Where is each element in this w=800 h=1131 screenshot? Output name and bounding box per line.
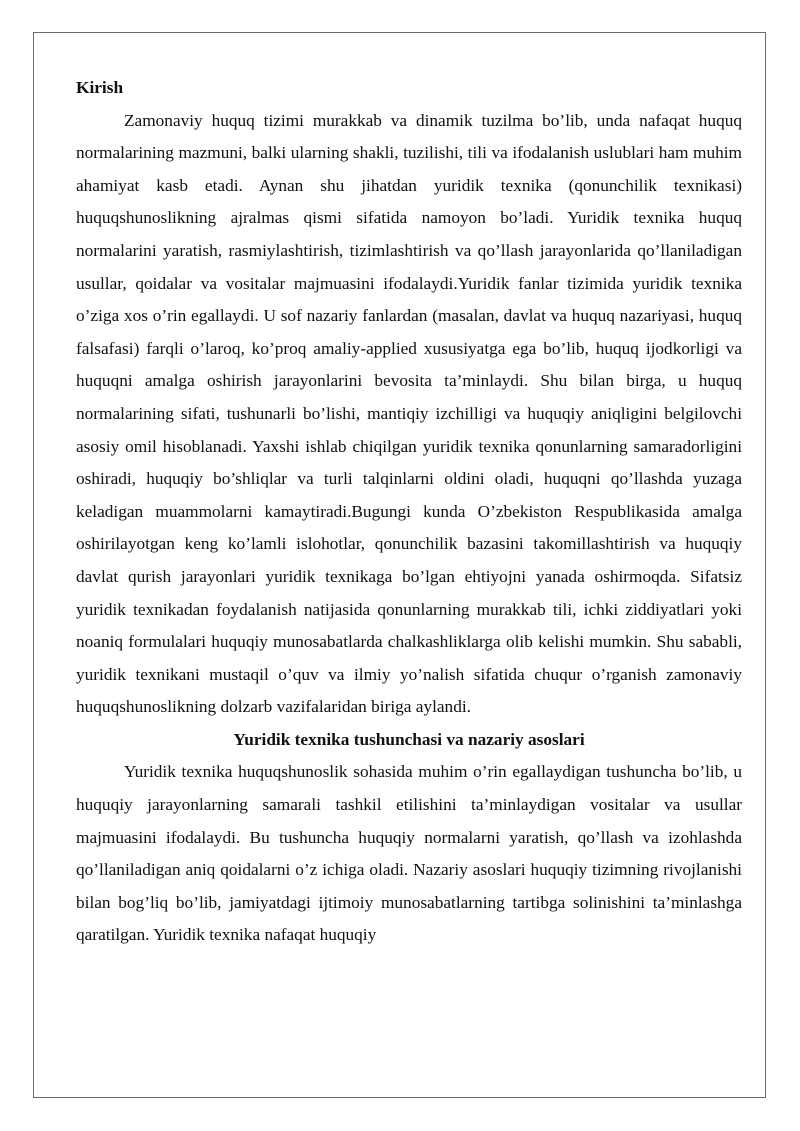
intro-paragraph: Zamonaviy huquq tizimi murakkab va dinamik tuzilma bo’lib, unda nafaqat huquq normalarining mazmuni, balki ularning shakli, tuzilishi, tili va ifodalanish uslublari ham muhim ahamiyat kasb etadi. Aynan shu jihatdan yuridik texnika (qonunchilik texnikasi) huquqshunoslikning ajralmas qismi sifatida namoyon bo’ladi. Yuridik texnika huquq normalarini yaratish, rasmiylashtirish, tizimlashtirish va qo’llash jarayonlarida qo’llaniladigan usullar, qoidalar va vositalar majmuasini ifodalaydi.Yuridik fanlar tizimida yuridik texnika o’ziga xos o’rin egallaydi. U sof nazariy fanlardan (masalan, davlat va huquq nazariyasi, huquq falsafasi) farqli o’laroq, ko’proq amaliy-applied xususiyatga ega bo’lib, huquq ijodkorligi va huquqni amalga oshirish jarayonlarini bevosita ta’minlaydi. Shu bilan birga, u huquq normalarining sifati, tushunarli bo’lishi, mantiqiy izchilligi va huquqiy aniqligini belgilovchi asosiy omil hisoblanadi. Yaxshi ishlab chiqilgan yuridik texnika qonunlarning samaradorligini oshiradi, huquqiy bo’shliqlar va turli talqinlarni oldini oladi, huquqni qo’llashda yuzaga keladigan muammolarni kamaytiradi.Bugungi kunda O’zbekiston Respublikasida amalga oshirilayotgan keng ko’lamli islohotlar, qonunchilik bazasini takomillashtirish va huquqiy davlat qurish jarayonlari yuridik texnikaga bo’lgan ehtiyojni yanada oshirmoqda. Sifatsiz yuridik texnikadan foydalanish natijasida qonunlarning murakkab tili, ichki ziddiyatlari yoki noaniq formulalari huquqiy munosabatlarda chalkashliklarga olib kelishi mumkin. Shu sababli, yuridik texnikani mustaqil o’quv va ilmiy yo’nalish sifatida chuqur o’rganish zamonaviy huquqshunoslikning dolzarb vazifalaridan biriga aylandi. — [76, 110, 742, 717]
document-body — [76, 72, 742, 952]
section-heading: Yuridik texnika tushunchasi va nazariy asoslari — [233, 729, 585, 749]
section-paragraph: Yuridik texnika huquqshunoslik sohasida muhim o’rin egallaydigan tushuncha bo’lib, u huquqiy jarayonlarning samarali tashkil etilishini ta’minlaydigan vositalar va usullar majmuasini ifodalaydi. Bu tushuncha huquqiy normalarni yaratish, qo’llash va izohlashda qo’llaniladigan aniq qoidalarni o’z ichiga oladi. Nazariy asoslari huquqiy tizimning rivojlanishi bilan bog’liq bo’lib, jamiyatdagi ijtimoiy munosabatlarning tartibga solinishini ta’minlashga qaratilgan. Yuridik texnika nafaqat huquqiy — [76, 762, 742, 945]
intro-heading: Kirish — [76, 78, 124, 97]
